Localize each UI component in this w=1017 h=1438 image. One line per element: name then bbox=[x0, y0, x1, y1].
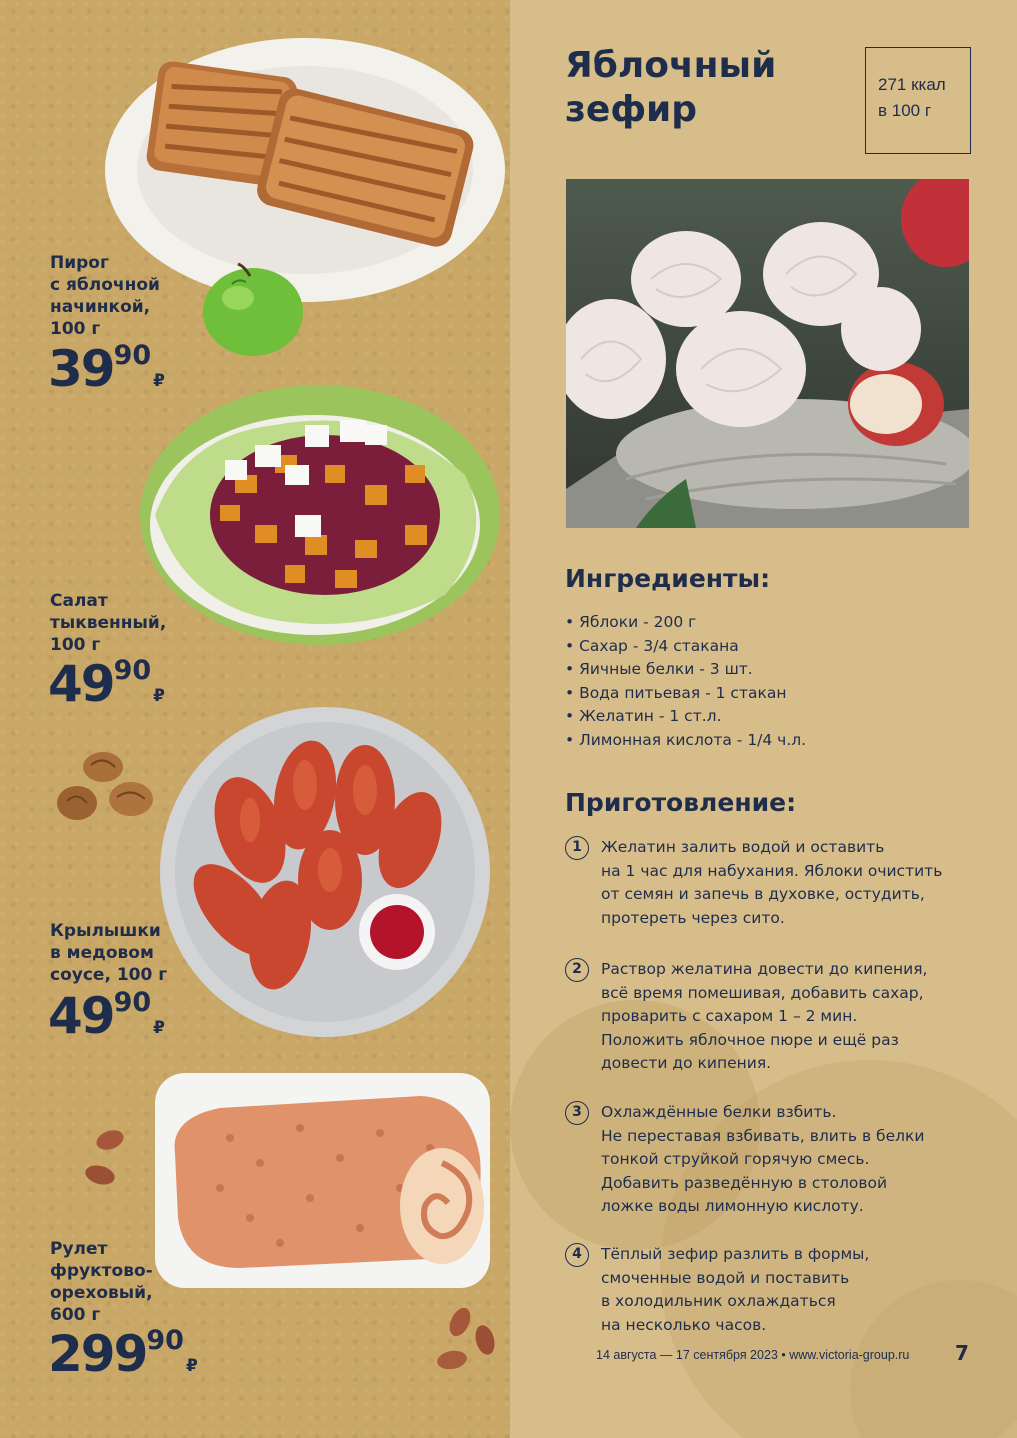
ingredients-title: Ингредиенты: bbox=[565, 564, 771, 593]
walnuts-image bbox=[55, 745, 160, 830]
recipe-title-line2: зефир bbox=[565, 89, 698, 130]
step-2 bbox=[565, 958, 985, 1076]
fruit-nut-roll-image bbox=[150, 1068, 495, 1293]
product-name-wings: Крылышки в медовом соусе, 100 г bbox=[50, 921, 168, 985]
price-kop: 90 bbox=[113, 987, 152, 1018]
almonds-image bbox=[75, 1120, 145, 1195]
price-rub: 49 bbox=[48, 655, 114, 713]
price-wings bbox=[48, 987, 165, 1045]
calorie-unit: в 100 г bbox=[878, 101, 932, 120]
ingredients-list bbox=[565, 611, 806, 752]
list-item: • Яблоки - 200 г bbox=[565, 613, 697, 631]
price-kop: 90 bbox=[113, 655, 152, 686]
pumpkin-salad-image bbox=[125, 365, 510, 655]
step-text: Раствор желатина довести до кипения, всё время помешивая, добавить сахар, проварить с сахаром 1 – 2 мин. Положить яблочное пюре и ещё раз довести до кипения. bbox=[601, 960, 928, 1072]
step-number: 1 bbox=[565, 836, 589, 860]
list-item: • Вода питьевая - 1 стакан bbox=[565, 683, 787, 702]
currency-sign: ₽ bbox=[153, 371, 166, 391]
list-item: • Сахар - 3/4 стакана bbox=[565, 636, 739, 655]
steps-title: Приготовление: bbox=[565, 788, 797, 817]
recipe-title-line1: Яблочный bbox=[565, 45, 777, 86]
currency-sign: ₽ bbox=[153, 686, 166, 706]
product-name-salad: Салат тыквенный, 100 г bbox=[50, 591, 167, 655]
chicken-wings-image bbox=[155, 700, 495, 1045]
price-salad bbox=[48, 655, 165, 713]
price-kop: 90 bbox=[113, 340, 152, 371]
calorie-value: 271 ккал bbox=[878, 75, 946, 94]
step-1 bbox=[565, 836, 985, 930]
list-item: • Лимонная кислота - 1/4 ч.л. bbox=[565, 730, 807, 749]
price-kop: 90 bbox=[146, 1325, 184, 1356]
step-text: Желатин залить водой и оставить на 1 час для набухания. Яблоки очистить от семян и запечь в духовке, остудить, протереть через сито. bbox=[601, 838, 943, 927]
recipe-title bbox=[565, 44, 776, 132]
step-number: 2 bbox=[565, 958, 589, 982]
calorie-box bbox=[865, 47, 971, 154]
currency-sign: ₽ bbox=[153, 1018, 166, 1038]
page-number: 7 bbox=[955, 1341, 969, 1365]
step-4 bbox=[565, 1243, 985, 1337]
price-rub: 49 bbox=[48, 987, 114, 1045]
step-text: Охлаждённые белки взбить. Не переставая взбивать, влить в белки тонкой струйкой горячую смесь. Добавить разведённую в столовой ложке воды лимонную кислоту. bbox=[601, 1103, 925, 1215]
list-item: • Желатин - 1 ст.л. bbox=[565, 707, 722, 725]
product-name-roll: Рулет фруктово- ореховый, 600 г bbox=[50, 1239, 153, 1325]
step-text: Тёплый зефир разлить в формы, смоченные водой и поставить в холодильник охлаждаться на несколько часов. bbox=[601, 1245, 870, 1334]
step-3 bbox=[565, 1101, 985, 1219]
almonds-image-bottom bbox=[430, 1300, 510, 1390]
green-apple-image bbox=[198, 260, 308, 360]
price-rub: 299 bbox=[48, 1325, 147, 1383]
step-number: 4 bbox=[565, 1243, 589, 1267]
currency-sign: ₽ bbox=[185, 1356, 198, 1376]
marshmallow-photo bbox=[566, 179, 969, 528]
list-item: • Яичные белки - 3 шт. bbox=[565, 660, 753, 678]
price-roll bbox=[48, 1325, 198, 1383]
product-name-pie: Пирог с яблочной начинкой, 100 г bbox=[50, 253, 160, 339]
price-rub: 39 bbox=[48, 340, 114, 398]
step-number: 3 bbox=[565, 1101, 589, 1125]
footer-dates-url: 14 августа — 17 сентября 2023 • www.victoria-group.ru bbox=[596, 1348, 910, 1362]
